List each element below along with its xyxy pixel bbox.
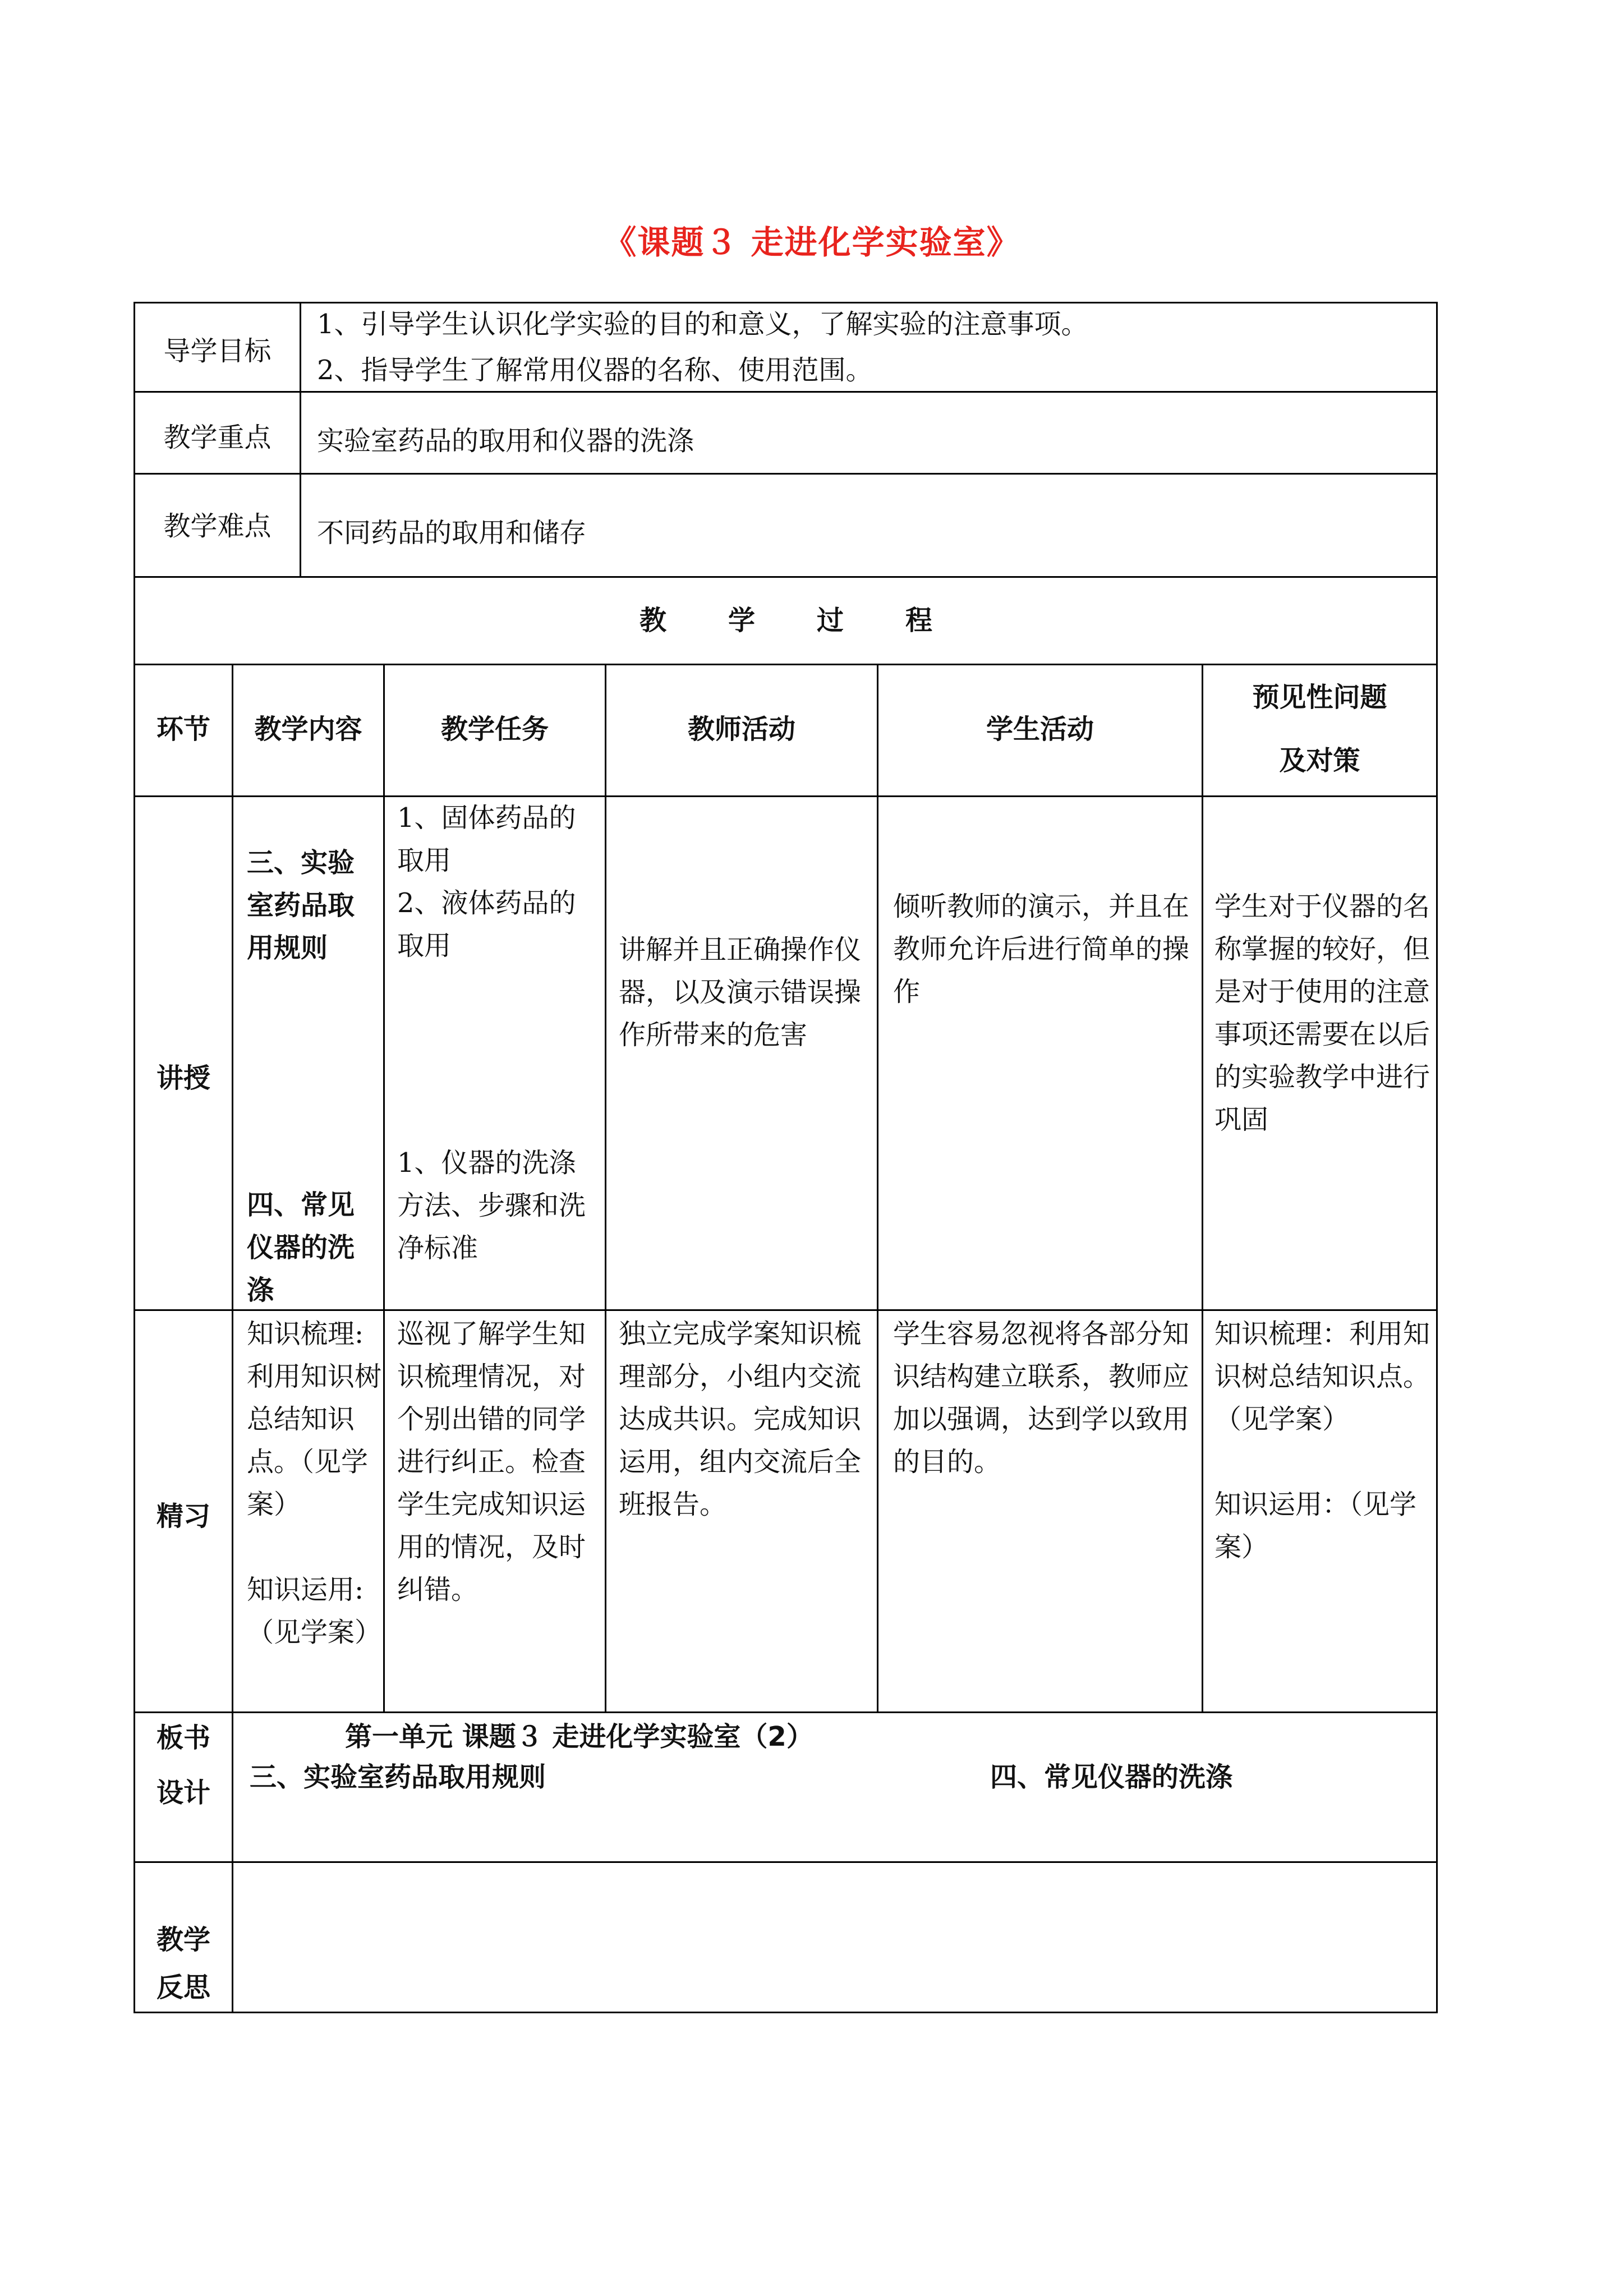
objectives-label: 导学目标	[163, 335, 272, 367]
practice-content: 知识梳理:利用知识树总结知识点。（见学案） 知识运用:（见学案）	[247, 1318, 382, 1648]
practice-issues: 知识梳理：利用知识树总结知识点。（见学案） 知识运用：（见学案）	[1214, 1318, 1430, 1563]
practice-teacher: 独立完成学案知识梳理部分，小组内交流达成共识。完成知识运用，组内交流后全班报告。	[619, 1318, 862, 1520]
practice-student: 学生容易忽视将各部分知识结构建立联系，教师应加以强调，达到学以致用的目的。	[893, 1318, 1190, 1478]
practice-stage: 精习	[156, 1501, 210, 1532]
lecture-content-a: 三、实验室药品取用规则	[247, 847, 355, 964]
board-heading: 第一单元 课题３ 走进化学实验室（2）	[345, 1721, 813, 1752]
practice-task: 巡视了解学生知识梳理情况，对个别出错的同学进行纠正。检查学生完成知识运用的情况，及时纠错。	[397, 1318, 586, 1605]
col-task: 教学任务	[440, 714, 549, 745]
col-content: 教学内容	[254, 714, 362, 745]
board-right: 四、常见仪器的洗涤	[990, 1761, 1233, 1793]
key-points-text: 实验室药品的取用和仪器的洗涤	[317, 425, 694, 457]
lecture-teacher: 讲解并且正确操作仪器，以及演示错误操作所带来的危害	[619, 934, 862, 1051]
reflection-area	[233, 1863, 1436, 2012]
lecture-task-a: 1、固体药品的取用 2、液体药品的取用	[397, 802, 576, 961]
lecture-student: 倾听教师的演示，并且在教师允许后进行简单的操作	[893, 891, 1190, 1007]
reflection-label-line-2: 反思	[156, 1972, 210, 2003]
board-label-line-1: 板书	[156, 1722, 210, 1754]
col-issues-line-2: 及对策	[1279, 745, 1360, 776]
objective-line-2: 2、指导学生了解常用仪器的名称、使用范围。	[317, 355, 873, 386]
process-heading: 教学过程	[639, 605, 994, 636]
col-teacher: 教师活动	[687, 714, 795, 745]
col-stage: 环节	[156, 714, 210, 745]
board-label-line-2: 设计	[156, 1777, 210, 1809]
col-issues-line-1: 预见性问题	[1252, 682, 1387, 713]
difficulties-text: 不同药品的取用和储存	[317, 517, 587, 549]
board-left: 三、实验室药品取用规则	[250, 1761, 546, 1793]
difficulties-label: 教学难点	[163, 510, 272, 542]
key-points-label: 教学重点	[163, 422, 272, 453]
lecture-task-b: 1、仪器的洗涤方法、步骤和洗净标准	[397, 1147, 586, 1264]
lecture-issues: 学生对于仪器的名称掌握的较好，但是对于使用的注意事项还需要在以后的实验教学中进行巩固	[1214, 891, 1430, 1135]
col-student: 学生活动	[986, 714, 1094, 745]
page-title: 《课题３ 走进化学实验室》	[604, 223, 1020, 261]
lecture-stage: 讲授	[156, 1062, 210, 1094]
lecture-content-b: 四、常见仪器的洗涤	[247, 1189, 355, 1306]
reflection-label-line-1: 教学	[156, 1924, 210, 1955]
objective-line-1: 1、引导学生认识化学实验的目的和意义，了解实验的注意事项。	[317, 309, 1088, 340]
